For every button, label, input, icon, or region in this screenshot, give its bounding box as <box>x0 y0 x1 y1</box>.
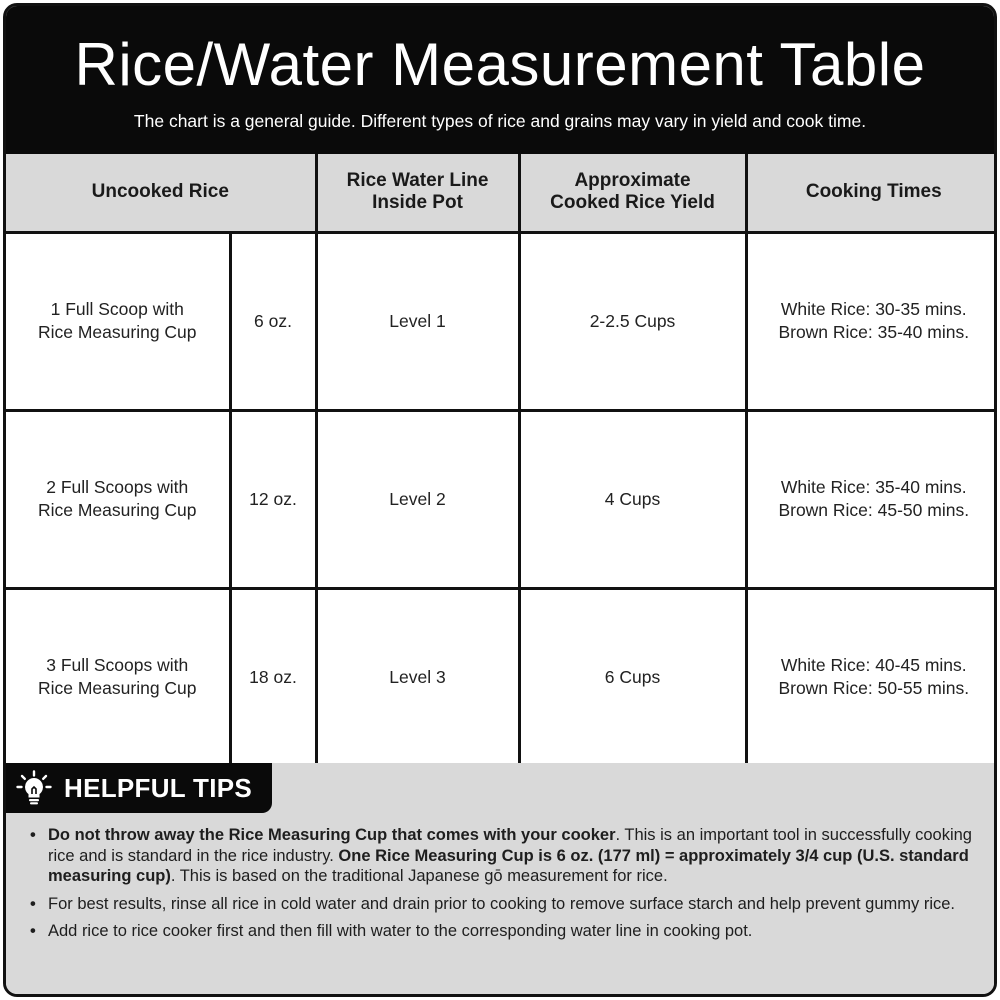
cell-water-level: Level 2 <box>316 410 519 588</box>
tip-text: Add rice to rice cooker first and then fill with water to the corresponding water line in cooking pot. <box>48 922 753 940</box>
list-item <box>30 894 980 915</box>
cell-ounces: 18 oz. <box>230 588 316 766</box>
tip-text: . This is based on the traditional Japanese gō measurement for rice. <box>170 867 668 885</box>
chart-header <box>6 6 994 154</box>
tip-text: . This is an important tool in successfully cooking rice and is standard in the rice industry. <box>48 826 972 865</box>
helpful-tips-panel <box>6 763 994 997</box>
tips-heading: HELPFUL TIPS <box>64 773 253 803</box>
measurement-chart <box>3 3 997 997</box>
tip-text: For best results, rinse all rice in cold water and drain prior to cooking to remove surface starch and help prevent gummy rice. <box>48 894 955 913</box>
tip-emphasis: One Rice Measuring Cup is 6 oz. (177 ml) = approximately 3/4 cup (U.S. standard measuring cup) <box>48 846 969 885</box>
page-subtitle: The chart is a general guide. Different types of rice and grains may vary in yield and cook time. <box>133 111 867 131</box>
measurement-table <box>6 154 997 768</box>
tips-heading-badge <box>6 763 272 813</box>
bullet: • <box>30 826 36 844</box>
table-row <box>6 232 997 410</box>
column-header-water-line: Rice Water Line Inside Pot <box>316 154 519 232</box>
tip-emphasis: Do not throw away the Rice Measuring Cup that comes with your cooker <box>48 826 616 844</box>
table-header-row <box>6 154 997 232</box>
cell-scoops: 2 Full Scoops with Rice Measuring Cup <box>6 410 230 588</box>
cell-cooking-times: White Rice: 30-35 mins. Brown Rice: 35-40 mins. <box>746 232 997 410</box>
cell-yield: 2-2.5 Cups <box>519 232 746 410</box>
column-header-cooking-times: Cooking Times <box>746 154 997 232</box>
cell-water-level: Level 1 <box>316 232 519 410</box>
table-row <box>6 410 997 588</box>
tips-list <box>30 825 980 949</box>
cell-ounces: 6 oz. <box>230 232 316 410</box>
cell-cooking-times: White Rice: 35-40 mins. Brown Rice: 45-50 mins. <box>746 410 997 588</box>
page-title: Rice/Water Measurement Table <box>74 31 926 98</box>
cell-yield: 6 Cups <box>519 588 746 766</box>
list-item <box>30 825 980 887</box>
bullet: • <box>30 894 36 913</box>
list-item <box>30 921 980 942</box>
cell-yield: 4 Cups <box>519 410 746 588</box>
bullet: • <box>30 922 36 940</box>
cell-scoops: 1 Full Scoop with Rice Measuring Cup <box>6 232 230 410</box>
column-header-uncooked-rice: Uncooked Rice <box>6 154 316 232</box>
cell-scoops: 3 Full Scoops with Rice Measuring Cup <box>6 588 230 766</box>
cell-cooking-times: White Rice: 40-45 mins. Brown Rice: 50-55 mins. <box>746 588 997 766</box>
cell-water-level: Level 3 <box>316 588 519 766</box>
cell-ounces: 12 oz. <box>230 410 316 588</box>
table-row <box>6 588 997 766</box>
lightbulb-icon <box>16 770 52 806</box>
column-header-yield: Approximate Cooked Rice Yield <box>519 154 746 232</box>
